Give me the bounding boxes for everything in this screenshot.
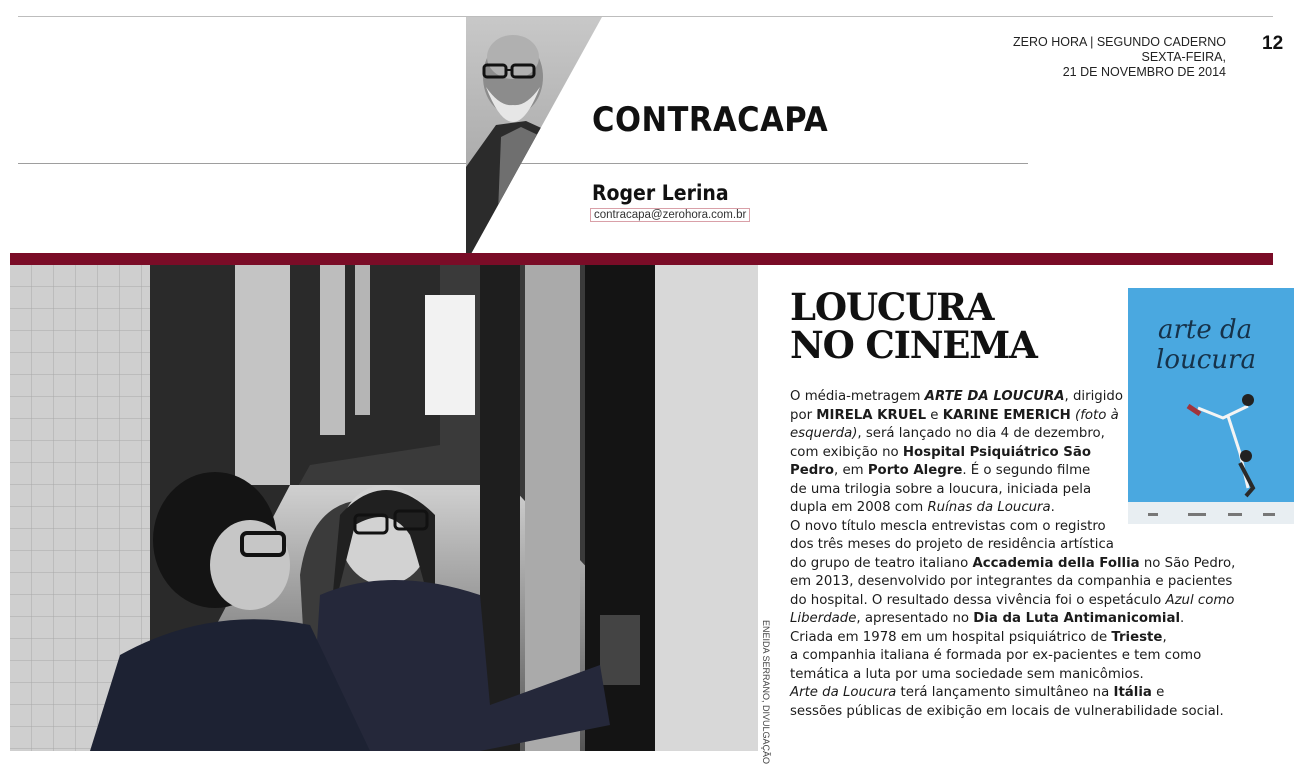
body-line: Criada em 1978 em um hospital psiquiátrico de Trieste, (790, 629, 1167, 645)
columnist-email-link[interactable]: contracapa@zerohora.com.br (590, 208, 750, 222)
poster-title-line-2: loucura (1156, 345, 1256, 375)
masthead-weekday: SEXTA-FEIRA, (1141, 50, 1226, 64)
poster-title-line-1: arte da (1158, 315, 1253, 345)
body-line: Liberdade, apresentado no Dia da Luta Antimanicomial. (790, 611, 1185, 626)
section-title: CONTRACAPA (592, 100, 829, 140)
section-color-band (10, 253, 1273, 265)
article-photo (10, 265, 758, 751)
body-line: O média-metragem ARTE DA LOUCURA, dirigido (790, 389, 1123, 404)
body-line: esquerda), será lançado no dia 4 de dezembro, (790, 426, 1105, 441)
body-line: Arte da Loucura terá lançamento simultâneo na Itália e (790, 685, 1165, 700)
body-line: dupla em 2008 com Ruínas da Loucura. (790, 500, 1055, 515)
headline-line-2: NO CINEMA (790, 323, 1037, 367)
article-headline (790, 285, 1037, 367)
masthead-date: 21 DE NOVEMBRO DE 2014 (1062, 65, 1226, 79)
body-line: do hospital. O resultado dessa vivência foi o espetáculo Azul como (790, 592, 1235, 608)
columnist-name: Roger Lerina (592, 181, 729, 205)
body-line: em 2013, desenvolvido por integrantes da companhia e pacientes (790, 574, 1233, 589)
body-line: de uma trilogia sobre a loucura, iniciada pela (790, 481, 1092, 497)
body-line: do grupo de teatro italiano Accademia della Follia no São Pedro, (790, 555, 1236, 571)
page-number: 12 (1262, 33, 1284, 54)
masthead (1013, 35, 1226, 80)
body-line: dos três meses do projeto de residência artística (790, 537, 1114, 552)
article-body (790, 388, 1260, 721)
body-line: Pedro, em Porto Alegre. É o segundo filme (790, 463, 1091, 478)
body-line: a companhia italiana é formada por ex-pacientes e tem como (790, 648, 1202, 663)
headline-line-1: LOUCURA (790, 285, 994, 329)
body-line: temática a luta por uma sociedade sem manicômios. (790, 666, 1144, 682)
columnist-portrait (466, 17, 602, 263)
body-line: com exibição no Hospital Psiquiátrico São (790, 444, 1091, 460)
body-line: por MIRELA KRUEL e KARINE EMERICH (foto à (790, 407, 1119, 423)
photo-credit: ENEIDA SERRANO, DIVULGAÇÃO (761, 620, 771, 765)
body-line: sessões públicas de exibição em locais de vulnerabilidade social. (790, 703, 1224, 719)
top-rule (18, 16, 1273, 17)
body-line: O novo título mescla entrevistas com o registro (790, 518, 1106, 534)
masthead-publication: ZERO HORA | SEGUNDO CADERNO (1013, 35, 1226, 49)
